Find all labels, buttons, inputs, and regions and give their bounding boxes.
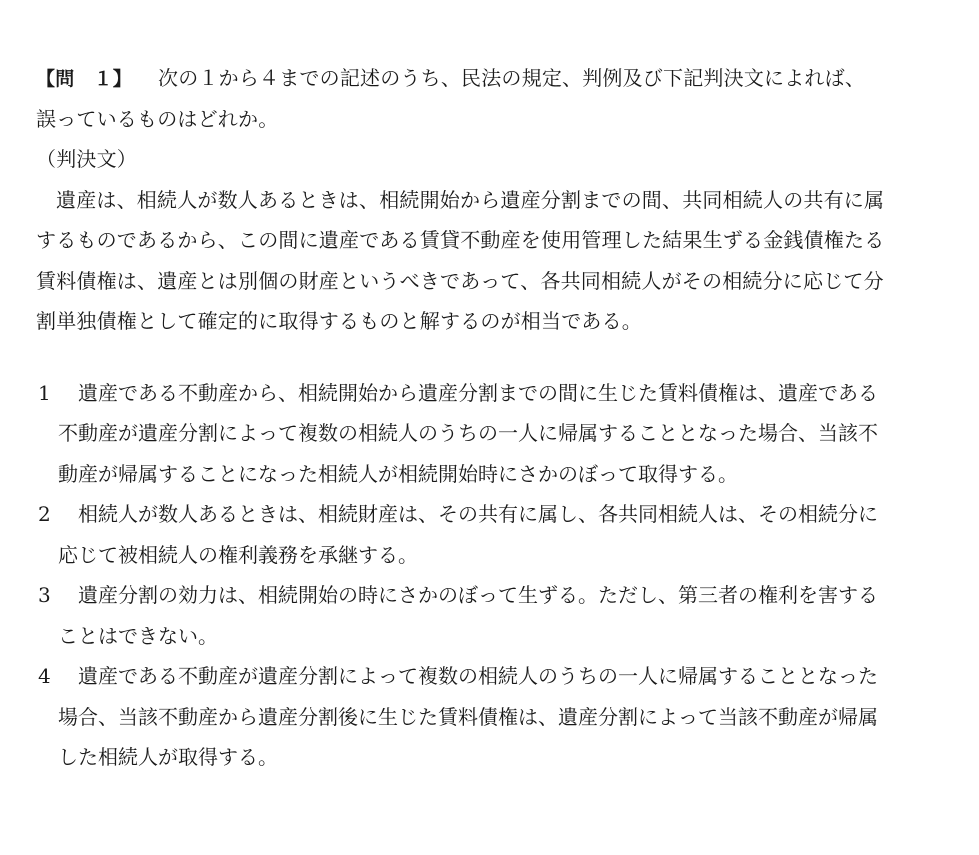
question-text-1: 次の１から４までの記述のうち、民法の規定、判例及び下記判決文によれば、 xyxy=(158,66,866,90)
option-2-line-2: 応じて被相続人の権利義務を承継する。 xyxy=(58,542,418,567)
judgment-line-1: 遺産は、相続人が数人あるときは、相続開始から遺産分割までの間、共同相続人の共有に属 xyxy=(56,187,885,212)
option-3-line-1: 3 遺産分割の効力は、相続開始の時にさかのぼって生ずる。ただし、第三者の権利を害する xyxy=(36,575,938,616)
option-4-line-1: 4 遺産である不動産が遺産分割によって複数の相続人のうちの一人に帰属することとなった xyxy=(36,656,938,697)
exam-question xyxy=(36,58,938,778)
option-4-line-3: した相続人が取得する。 xyxy=(58,745,278,769)
option-1-number: 1 xyxy=(38,380,51,405)
option-1-line-1: 1 遺産である不動産から、相続開始から遺産分割までの間に生じた賃料債権は、遺産である xyxy=(36,373,938,414)
option-2-number: 2 xyxy=(38,502,51,526)
option-1-line-2: 不動産が遺産分割によって複数の相続人のうちの一人に帰属することとなった場合、当該不 xyxy=(58,421,878,445)
question-line-2: 誤っているものはどれか。 xyxy=(36,106,279,131)
judgment-line-2: するものであるから、この間に遺産である賃貸不動産を使用管理した結果生ずる金銭債権たる xyxy=(36,228,885,252)
judgment-heading: （判決文） xyxy=(36,147,137,171)
question-label: 【問 １】 xyxy=(36,68,133,90)
option-2-line-1: 2 相続人が数人あるときは、相続財産は、その共有に属し、各共同相続人は、その相続分に xyxy=(36,494,938,535)
judgment-line-3: 賃料債権は、遺産とは別個の財産というべきであって、各共同相続人がその相続分に応じて分 xyxy=(36,268,884,293)
option-4-line-2: 場合、当該不動産から遺産分割後に生じた賃料債権は、遺産分割によって当該不動産が帰属 xyxy=(58,704,878,729)
option-3-number: 3 xyxy=(38,583,51,607)
question-line-1 xyxy=(36,58,938,99)
judgment-line-4: 割単独債権として確定的に取得するものと解するのが相当である。 xyxy=(36,309,642,333)
option-3-line-2: ことはできない。 xyxy=(58,623,218,648)
option-1-line-3: 動産が帰属することになった相続人が相続開始時にさかのぼって取得する。 xyxy=(58,461,738,486)
option-4-number: 4 xyxy=(38,664,51,688)
